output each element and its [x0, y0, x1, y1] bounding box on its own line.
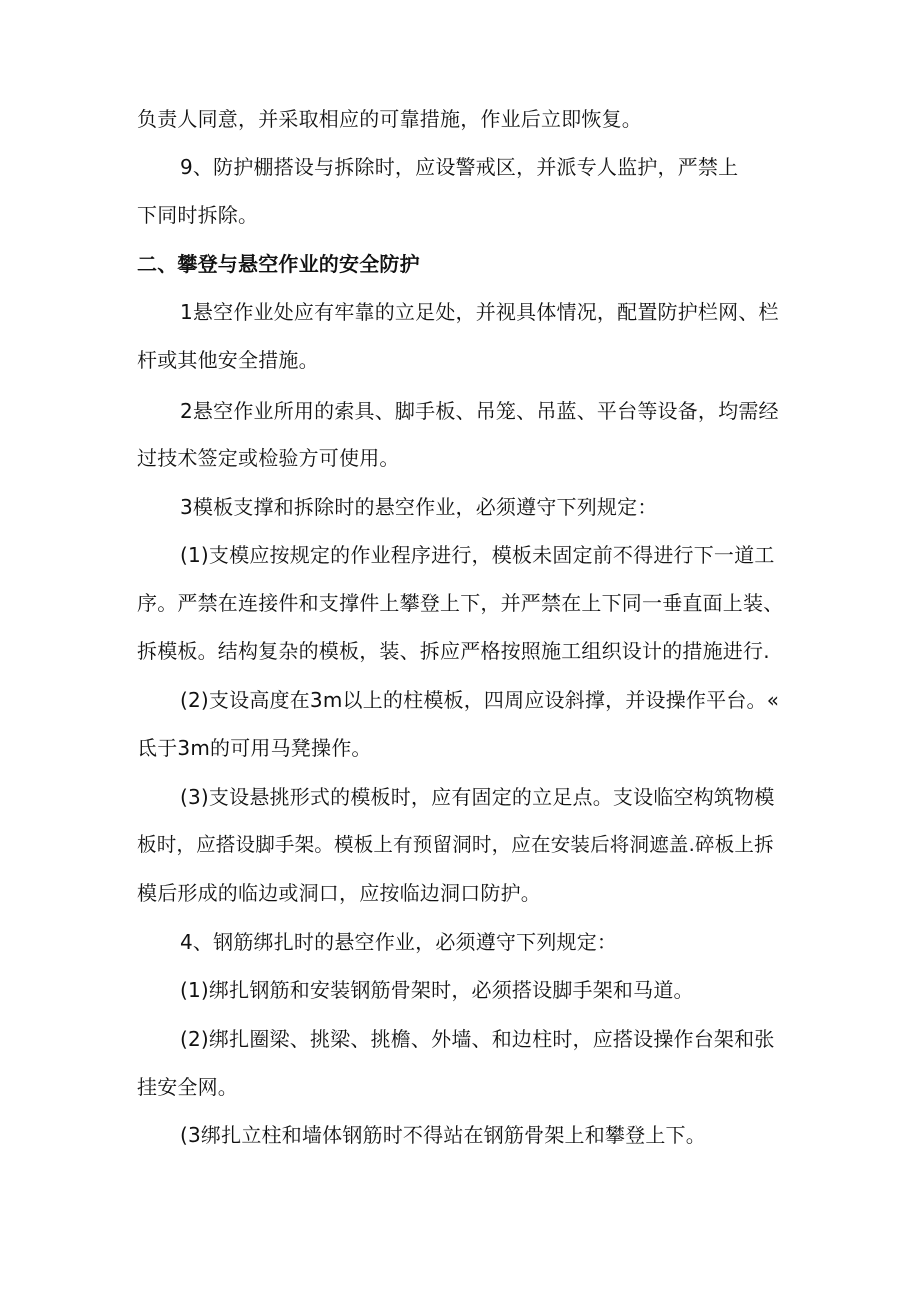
- text-line-7: 2悬空作业所用的索具、脚手板、吊笼、吊蓝、平台等设备，均需经: [180, 399, 779, 423]
- text-line-16: 板时，应搭设脚手架。模板上有预留洞时，应在安装后将洞遮盖.碎板上拆: [137, 833, 774, 856]
- text-line-8: 过技术签定或检验方可使用。: [137, 446, 400, 470]
- text-line-20: (2)绑扎圈梁、挑梁、挑檐、外墙、和边柱时，应搭设操作台架和张: [180, 1027, 775, 1051]
- text-line-3: 下同时拆除。: [137, 203, 259, 227]
- text-line-14: 氐于3m的可用马凳操作。: [137, 736, 372, 760]
- text-line-2: 9、防护棚搭设与拆除时，应设警戒区，并派专人监护，严禁上: [180, 155, 739, 179]
- text-line-13: (2)支设高度在3m以上的柱模板，四周应设斜撑，并设操作平台。«: [180, 688, 780, 712]
- section-heading: 二、攀登与悬空作业的安全防护: [137, 252, 420, 276]
- text-line-19: (1)绑扎钢筋和安装钢筋骨架时，必须搭设脚手架和马道。: [180, 978, 694, 1002]
- text-line-15: (3)支设悬挑形式的模板时，应有固定的立足点。支设临空构筑物模: [180, 785, 775, 809]
- text-line-21: 挂安全网。: [137, 1075, 238, 1099]
- text-line-6: 杆或其他安全措施。: [137, 348, 319, 372]
- text-line-9: 3模板支撑和拆除时的悬空作业，必须遵守下列规定：: [180, 495, 658, 519]
- text-line-10: (1)支模应按规定的作业程序进行，模板未固定前不得进行下一道工: [180, 543, 775, 567]
- text-line-18: 4、钢筋绑扎时的悬空作业，必须遵守下列规定：: [180, 930, 618, 954]
- text-line-22: (3绑扎立柱和墙体钢筋时不得站在钢筋骨架上和攀登上下。: [180, 1123, 706, 1147]
- text-line-11: 序。严禁在连接件和支撑件上攀登上下，并严禁在上下同一垂直面上装、: [137, 591, 784, 615]
- text-line-17: 模后形成的临边或洞口，应按临边洞口防护。: [137, 881, 541, 905]
- text-line-12: 拆模板。结构复杂的模板，装、拆应严格按照施工组织设计的措施进行.: [137, 639, 770, 663]
- text-line-5: 1悬空作业处应有牢靠的立足处，并视具体情况，配置防护栏网、栏: [180, 300, 779, 324]
- text-line-1: 负责人同意，并采取相应的可靠措施，作业后立即恢复。: [137, 107, 642, 131]
